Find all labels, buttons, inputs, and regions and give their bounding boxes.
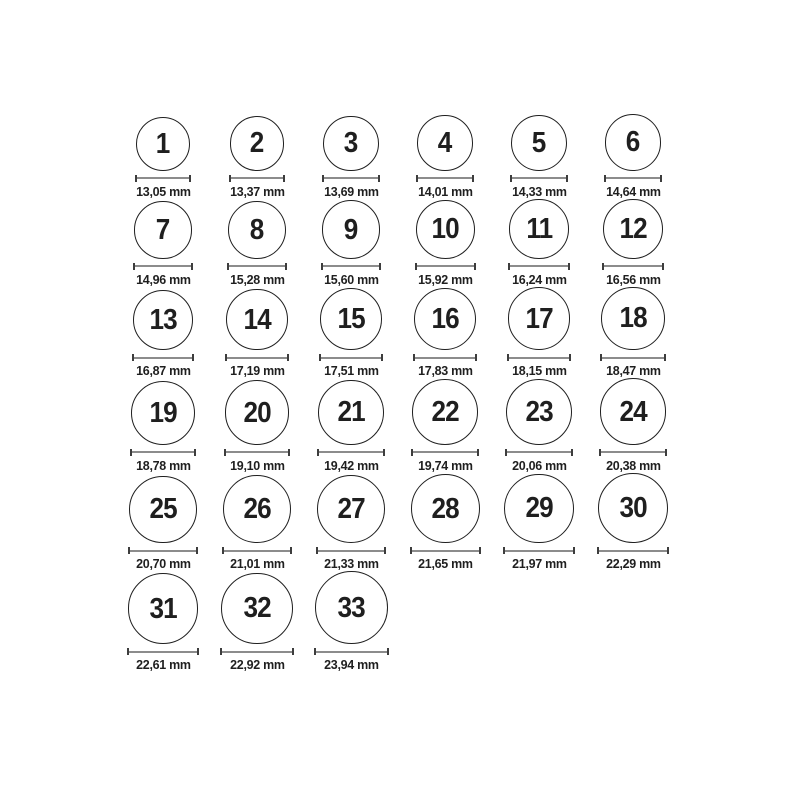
- dimension-line: [318, 550, 384, 552]
- ring-number: 14: [243, 303, 271, 336]
- diameter-label: 22,92 mm: [229, 657, 285, 673]
- ring-number: 28: [431, 492, 459, 525]
- diameter-dimension: [415, 263, 476, 270]
- diameter-label: 14,96 mm: [135, 271, 191, 287]
- dimension-line: [505, 550, 573, 552]
- ring-circle: [226, 289, 287, 350]
- diameter-dimension: [317, 449, 384, 456]
- dimension-tick-right: [568, 263, 570, 270]
- diameter-dimension: [225, 354, 288, 361]
- ring-number: 32: [243, 592, 271, 625]
- diameter-dimension: [319, 354, 383, 361]
- diameter-dimension: [227, 263, 287, 270]
- ring-item: [597, 473, 669, 571]
- ring-item: [415, 200, 476, 287]
- ring-number: 9: [344, 213, 358, 246]
- dimension-line: [510, 265, 568, 267]
- diameter-label: 13,37 mm: [229, 183, 285, 199]
- ring-number: 23: [525, 395, 553, 428]
- ring-circle: [320, 288, 382, 350]
- diameter-label: 18,15 mm: [511, 363, 567, 379]
- ring-number: 19: [149, 396, 177, 429]
- dimension-line: [319, 451, 382, 453]
- diameter-dimension: [604, 175, 663, 182]
- diameter-label: 17,83 mm: [417, 363, 473, 379]
- diameter-label: 18,78 mm: [135, 457, 191, 473]
- dimension-line: [135, 265, 190, 267]
- dimension-tick-right: [662, 263, 664, 270]
- ring-item: [132, 290, 195, 379]
- dimension-tick-right: [379, 263, 381, 270]
- diameter-dimension: [127, 648, 200, 655]
- diameter-dimension: [316, 547, 386, 554]
- dimension-tick-right: [290, 547, 292, 554]
- ring-number: 29: [525, 492, 553, 525]
- ring-item: [319, 288, 383, 378]
- ring-item: [508, 199, 570, 287]
- ring-circle: [221, 573, 292, 644]
- dimension-tick-right: [191, 263, 193, 270]
- ring-item: [321, 200, 381, 286]
- diameter-label: 16,24 mm: [511, 271, 567, 287]
- dimension-line: [509, 357, 570, 359]
- diameter-dimension: [505, 449, 573, 456]
- ring-item: [128, 476, 197, 571]
- dimension-tick-right: [384, 547, 386, 554]
- ring-circle: [318, 380, 383, 445]
- dimension-tick-right: [569, 354, 571, 361]
- ring-item: [411, 379, 479, 473]
- dimension-line: [132, 451, 194, 453]
- diameter-label: 15,92 mm: [417, 271, 473, 287]
- ring-number: 11: [526, 213, 552, 246]
- ring-circle: [129, 476, 196, 543]
- ring-number: 2: [250, 127, 264, 160]
- dimension-tick-right: [292, 648, 294, 655]
- diameter-label: 21,01 mm: [229, 556, 285, 572]
- diameter-label: 16,56 mm: [605, 271, 661, 287]
- dimension-line: [130, 550, 195, 552]
- diameter-label: 14,33 mm: [511, 183, 567, 199]
- ring-circle: [605, 114, 662, 171]
- diameter-label: 19,42 mm: [323, 457, 379, 473]
- diameter-dimension: [602, 263, 664, 270]
- ring-item: [322, 116, 379, 199]
- dimension-line: [229, 265, 285, 267]
- dimension-tick-right: [197, 648, 199, 655]
- diameter-label: 17,51 mm: [323, 363, 379, 379]
- ring-item: [317, 380, 384, 473]
- dimension-line: [227, 357, 286, 359]
- diameter-dimension: [222, 547, 292, 554]
- diameter-dimension: [503, 547, 575, 554]
- ring-circle: [133, 290, 194, 351]
- diameter-label: 15,60 mm: [323, 271, 379, 287]
- diameter-label: 17,19 mm: [229, 363, 285, 379]
- ring-number: 22: [431, 396, 459, 429]
- ring-circle: [504, 474, 574, 544]
- ring-item: [227, 201, 287, 287]
- ring-item: [316, 475, 386, 571]
- ring-circle: [228, 201, 286, 259]
- ring-item: [130, 381, 196, 473]
- diameter-dimension: [322, 175, 379, 182]
- ring-number: 15: [337, 303, 365, 336]
- dimension-tick-right: [660, 175, 662, 182]
- dimension-line: [512, 177, 566, 179]
- dimension-tick-right: [475, 354, 477, 361]
- diameter-dimension: [507, 354, 572, 361]
- dimension-line: [599, 550, 667, 552]
- diameter-label: 16,87 mm: [135, 363, 191, 379]
- dimension-line: [413, 451, 477, 453]
- diameter-label: 20,06 mm: [511, 457, 567, 473]
- dimension-tick-right: [283, 175, 285, 182]
- ring-number: 18: [619, 302, 647, 335]
- dimension-tick-right: [383, 449, 385, 456]
- ring-circle: [131, 381, 195, 445]
- diameter-label: 23,94 mm: [323, 657, 379, 673]
- ring-number: 12: [619, 212, 647, 245]
- ring-item: [220, 573, 293, 672]
- ring-item: [507, 287, 572, 378]
- ring-circle: [128, 573, 199, 644]
- dimension-line: [226, 451, 289, 453]
- diameter-dimension: [133, 263, 192, 270]
- diameter-dimension: [135, 175, 191, 182]
- dimension-line: [507, 451, 571, 453]
- diameter-label: 18,47 mm: [605, 363, 661, 379]
- ring-size-chart: [116, 114, 680, 672]
- dimension-tick-right: [571, 449, 573, 456]
- ring-number: 8: [250, 213, 264, 246]
- ring-circle: [225, 380, 290, 445]
- dimension-tick-right: [288, 449, 290, 456]
- dimension-tick-right: [192, 354, 194, 361]
- diameter-dimension: [130, 449, 196, 456]
- ring-item: [225, 289, 288, 378]
- diameter-label: 14,64 mm: [605, 183, 661, 199]
- dimension-line: [222, 651, 291, 653]
- ring-number: 3: [344, 127, 358, 160]
- diameter-dimension: [508, 263, 570, 270]
- diameter-dimension: [599, 449, 668, 456]
- diameter-dimension: [510, 175, 568, 182]
- dimension-line: [606, 177, 661, 179]
- diameter-label: 13,69 mm: [323, 183, 379, 199]
- ring-number: 16: [431, 303, 459, 336]
- ring-circle: [601, 287, 664, 350]
- ring-circle: [323, 116, 378, 171]
- dimension-tick-right: [474, 263, 476, 270]
- ring-item: [416, 115, 474, 199]
- ring-number: 25: [149, 493, 177, 526]
- diameter-label: 21,97 mm: [511, 556, 567, 572]
- ring-number: 27: [337, 492, 365, 525]
- ring-circle: [322, 200, 380, 258]
- diameter-dimension: [314, 648, 389, 655]
- ring-number: 20: [243, 396, 271, 429]
- dimension-tick-right: [189, 175, 191, 182]
- diameter-dimension: [600, 354, 665, 361]
- ring-number: 7: [156, 214, 170, 247]
- dimension-line: [129, 651, 198, 653]
- diameter-dimension: [229, 175, 286, 182]
- ring-number: 24: [619, 395, 647, 428]
- diameter-dimension: [413, 354, 477, 361]
- dimension-tick-right: [573, 547, 575, 554]
- dimension-tick-right: [667, 547, 669, 554]
- ring-item: [314, 571, 389, 672]
- diameter-label: 21,33 mm: [323, 556, 379, 572]
- ring-circle: [223, 475, 291, 543]
- ring-item: [604, 114, 663, 199]
- diameter-label: 15,28 mm: [229, 271, 285, 287]
- ring-circle: [508, 287, 571, 350]
- ring-item: [503, 474, 575, 572]
- ring-circle: [315, 571, 388, 644]
- diameter-dimension: [132, 354, 195, 361]
- dimension-line: [321, 357, 381, 359]
- dimension-line: [224, 550, 290, 552]
- dimension-tick-right: [381, 354, 383, 361]
- diameter-label: 20,70 mm: [135, 556, 191, 572]
- dimension-line: [231, 177, 284, 179]
- dimension-line: [417, 265, 474, 267]
- ring-circle: [511, 115, 567, 171]
- dimension-tick-right: [477, 449, 479, 456]
- ring-item: [602, 199, 664, 287]
- ring-item: [505, 379, 573, 473]
- ring-circle: [603, 199, 663, 259]
- dimension-line: [415, 357, 475, 359]
- ring-number: 13: [149, 303, 177, 336]
- diameter-dimension: [411, 449, 479, 456]
- ring-number: 17: [525, 302, 553, 335]
- ring-number: 5: [532, 126, 546, 159]
- ring-number: 26: [243, 493, 271, 526]
- diameter-dimension: [410, 547, 481, 554]
- dimension-line: [137, 177, 189, 179]
- diameter-label: 14,01 mm: [417, 183, 473, 199]
- ring-circle: [509, 199, 569, 259]
- ring-circle: [414, 288, 476, 350]
- dimension-tick-right: [194, 449, 196, 456]
- ring-item: [410, 474, 481, 571]
- ring-circle: [412, 379, 478, 445]
- dimension-line: [323, 265, 379, 267]
- dimension-tick-right: [479, 547, 481, 554]
- dimension-line: [418, 177, 472, 179]
- diameter-label: 19,10 mm: [229, 457, 285, 473]
- dimension-line: [604, 265, 662, 267]
- diameter-dimension: [597, 547, 669, 554]
- ring-circle: [506, 379, 572, 445]
- ring-item: [222, 475, 292, 571]
- ring-number: 33: [337, 591, 365, 624]
- dimension-tick-right: [285, 263, 287, 270]
- ring-number: 21: [337, 396, 365, 429]
- diameter-label: 21,65 mm: [417, 556, 473, 572]
- dimension-tick-right: [665, 449, 667, 456]
- ring-item: [229, 116, 286, 199]
- ring-number: 4: [438, 126, 452, 159]
- ring-circle: [416, 200, 475, 259]
- dimension-tick-right: [378, 175, 380, 182]
- ring-item: [600, 287, 665, 378]
- diameter-label: 20,38 mm: [605, 457, 661, 473]
- ring-circle: [230, 116, 285, 171]
- dimension-line: [602, 357, 663, 359]
- dimension-tick-right: [472, 175, 474, 182]
- dimension-tick-right: [664, 354, 666, 361]
- ring-number: 6: [626, 126, 640, 159]
- dimension-line: [316, 651, 387, 653]
- diameter-label: 13,05 mm: [135, 183, 191, 199]
- ring-number: 1: [156, 127, 170, 160]
- dimension-line: [601, 451, 666, 453]
- diameter-label: 22,29 mm: [605, 556, 661, 572]
- ring-circle: [136, 117, 190, 171]
- ring-number: 30: [619, 492, 647, 525]
- dimension-line: [324, 177, 377, 179]
- diameter-dimension: [128, 547, 197, 554]
- ring-item: [599, 378, 668, 473]
- ring-number: 10: [431, 213, 459, 246]
- diameter-dimension: [416, 175, 474, 182]
- ring-circle: [411, 474, 480, 543]
- ring-circle: [417, 115, 473, 171]
- diameter-dimension: [224, 449, 291, 456]
- dimension-tick-right: [387, 648, 389, 655]
- ring-circle: [598, 473, 668, 543]
- ring-item: [510, 115, 568, 199]
- dimension-tick-right: [287, 354, 289, 361]
- diameter-label: 22,61 mm: [135, 657, 191, 673]
- dimension-tick-right: [196, 547, 198, 554]
- ring-number: 31: [149, 592, 177, 625]
- ring-item: [127, 573, 200, 672]
- dimension-tick-right: [566, 175, 568, 182]
- ring-item: [413, 288, 477, 378]
- ring-item: [135, 117, 192, 199]
- diameter-label: 19,74 mm: [417, 457, 473, 473]
- diameter-dimension: [321, 263, 381, 270]
- ring-item: [133, 201, 192, 286]
- dimension-line: [134, 357, 193, 359]
- ring-circle: [600, 378, 667, 445]
- ring-item: [224, 380, 291, 473]
- ring-circle: [134, 201, 191, 258]
- dimension-line: [412, 550, 479, 552]
- diameter-dimension: [220, 648, 293, 655]
- ring-circle: [317, 475, 385, 543]
